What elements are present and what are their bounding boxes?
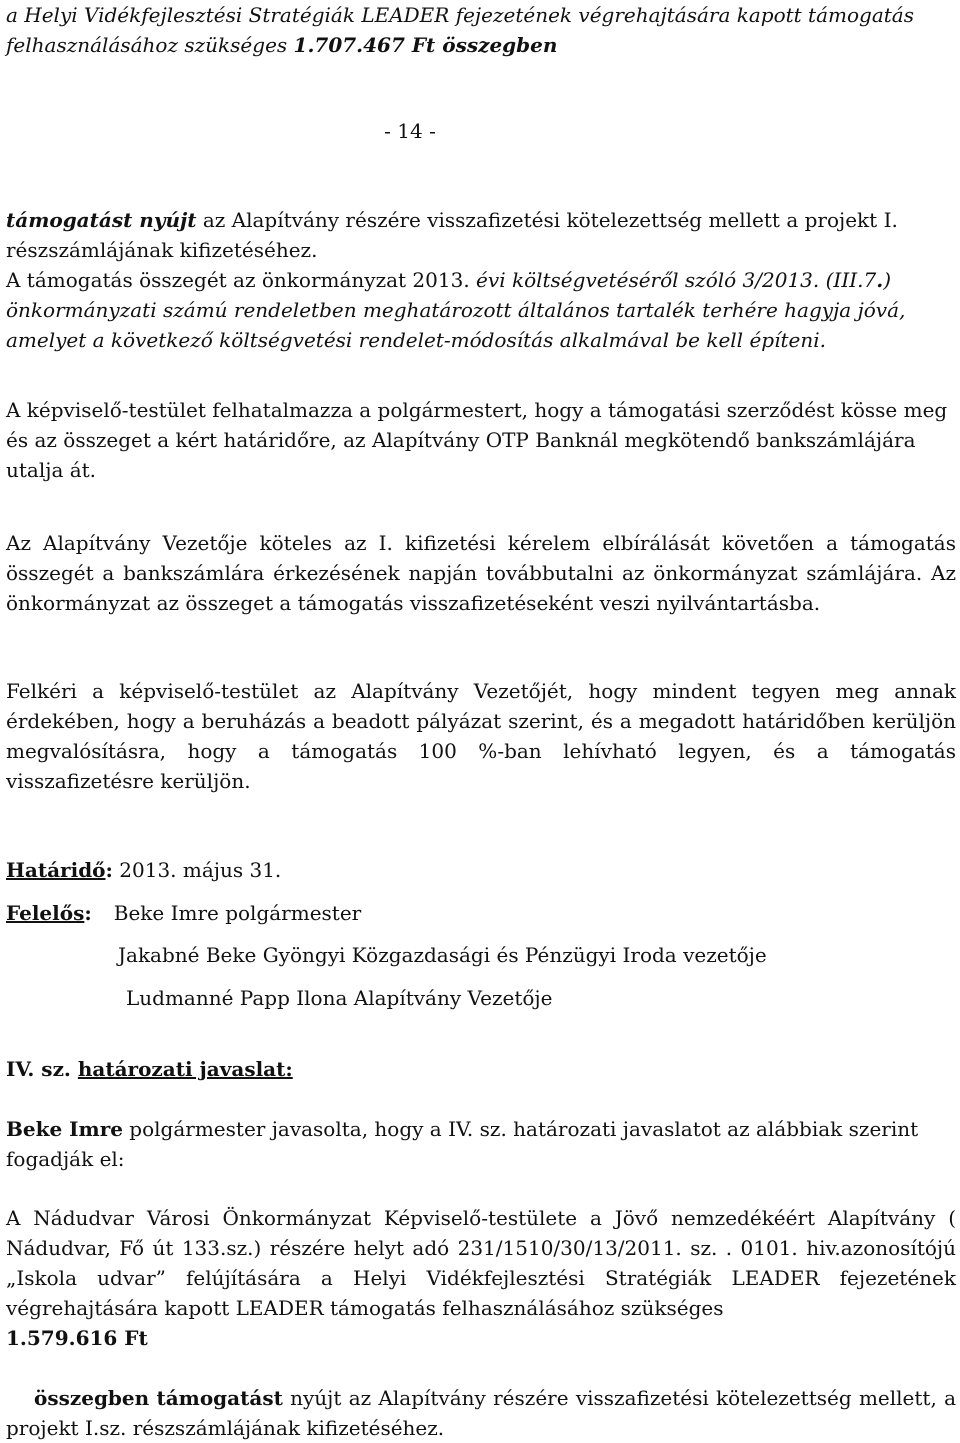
- grant-bold: támogatást nyújt: [6, 208, 197, 232]
- section-heading: [6, 1054, 956, 1084]
- intro-amount: 1.707.467 Ft összegben: [293, 33, 558, 57]
- continuation-bold-a: összegben: [34, 1386, 150, 1410]
- responsible-person-3: Ludmanné Papp Ilona Alapítvány Vezetője: [126, 986, 553, 1010]
- section-heading-title: határozati javaslat:: [77, 1057, 293, 1081]
- intro-text: a Helyi Vidékfejlesztési Stratégiák LEADER fejezetének végrehajtására kapott támogatás felhasználásához szükséges: [6, 3, 914, 57]
- deadline-value: 2013. május 31.: [112, 858, 282, 882]
- deadline-colon: :: [105, 858, 113, 882]
- resolution-paragraph: [6, 1203, 956, 1353]
- resolution-text: A Nádudvar Városi Önkormányzat Képviselő-testülete a Jövő nemzedékéért Alapítvány ( Nádudvar, Fő út 133.sz.) részére helyt adó 231/1510/30/13/2011. sz. . 0101. hiv.azonosítójú „Iskola udvar” felújítására a Helyi Vidékfejlesztési Stratégiák LEADER fejezetének végrehajtására kapott LEADER támogatás felhasználásához szükséges: [6, 1206, 956, 1320]
- responsible-line: [6, 898, 956, 928]
- responsible-label: Felelős: [6, 901, 85, 925]
- proposer-name: Beke Imre: [6, 1117, 123, 1141]
- section-heading-prefix: IV. sz.: [6, 1057, 78, 1081]
- budget-text-upright: A támogatás összegét az önkormányzat 2013.: [6, 268, 470, 292]
- deadline-line: [6, 855, 956, 885]
- responsible-person-2: Jakabné Beke Gyöngyi Közgazdasági és Pénzügyi Iroda vezetője: [118, 943, 767, 967]
- request-paragraph: Felkéri a képviselő-testület az Alapítvány Vezetőjét, hogy mindent tegyen meg annak érdekében, hogy a beruházás a beadott pályázat szerint, és a megadott határidőben kerüljön megvalósításra, hogy a támogatás 100 %-ban lehívható legyen, és a támogatás visszafizetésre kerüljön.: [6, 679, 956, 793]
- grant-text: az Alapítvány részére visszafizetési kötelezettség mellett a projekt I. részszámlájának kifizetéséhez.: [6, 208, 898, 262]
- budget-paragraph: [6, 265, 956, 355]
- resolution-continuation: [6, 1383, 956, 1443]
- resolution-amount: 1.579.616 Ft: [6, 1326, 148, 1350]
- intro-paragraph: [6, 0, 956, 60]
- budget-text-b: ) önkormányzati számú rendeletben meghatározott általános tartalék terhére hagyja jóvá, amelyet a következő költségvetési rendelet-módosítás alkalmával be kell építeni.: [6, 268, 906, 352]
- responsible-colon: :: [84, 901, 92, 925]
- responsible-person-1: Beke Imre polgármester: [113, 901, 362, 925]
- authorization-paragraph: A képviselő-testület felhatalmazza a polgármestert, hogy a támogatási szerződést kösse meg és az összeget a kért határidőre, az Alapítvány OTP Banknál megkötendő bankszámlájára utalja át.: [6, 398, 948, 482]
- continuation-bold-b: támogatást: [156, 1386, 283, 1410]
- budget-text-a: évi költségvetéséről szóló 3/2013. (III.7: [469, 268, 877, 292]
- page-number: - 14 -: [384, 119, 436, 143]
- budget-dot: .: [876, 268, 884, 292]
- proposal-intro-paragraph: [6, 1114, 956, 1174]
- grant-paragraph: [6, 205, 956, 265]
- leader-obligation-paragraph: Az Alapítvány Vezetője köteles az I. kifizetési kérelem elbírálását követően a támogatás összegét a bankszámlára érkezésének napján továbbutalni az önkormányzat számlájára. Az önkormányzat az összeget a támogatás visszafizetéseként veszi nyilvántartásba.: [6, 531, 956, 615]
- deadline-label: Határidő: [6, 858, 106, 882]
- continuation-text: nyújt az Alapítvány részére visszafizetési kötelezettség mellett, a projekt I.sz. részszámlájának kifizetéséhez.: [6, 1386, 957, 1440]
- proposal-intro-text: polgármester javasolta, hogy a IV. sz. határozati javaslatot az alábbiak szerint fogadják el:: [6, 1117, 919, 1171]
